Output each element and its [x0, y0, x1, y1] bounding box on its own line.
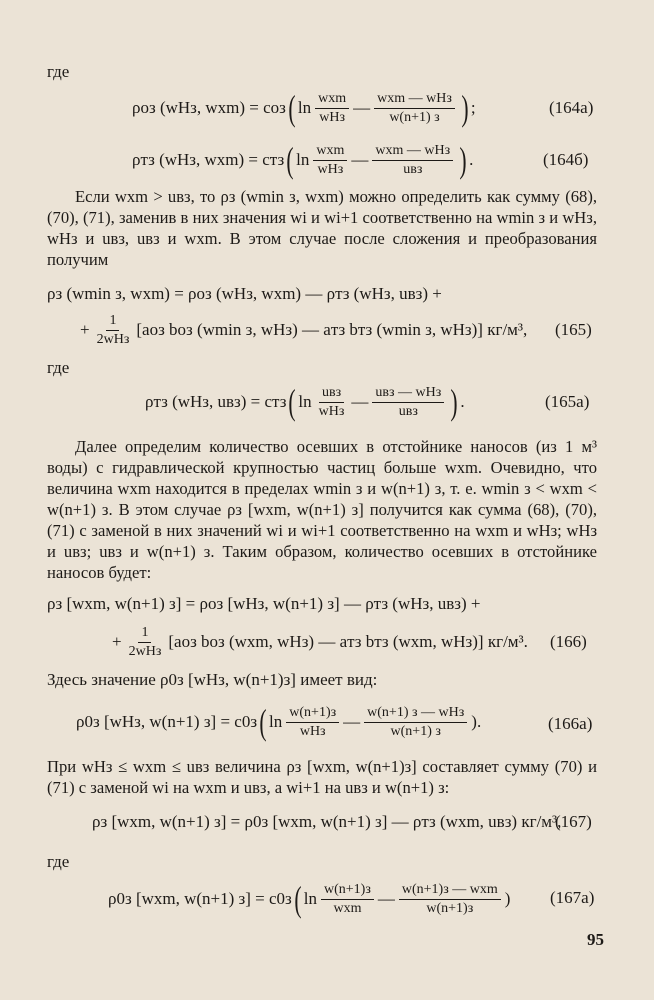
eq-ln: ln — [298, 392, 312, 411]
paragraph — [47, 756, 597, 798]
equation-164b — [132, 136, 473, 184]
fraction — [94, 313, 133, 348]
fraction — [364, 705, 467, 740]
eq-tail: ; — [470, 98, 476, 117]
eq-plus: + — [112, 632, 122, 651]
frac-den: w(n+1) з — [389, 109, 440, 125]
paragraph-text: Далее определим количество осевших в отстойнике наносов (из 1 м³ воды) с гидравлической крупностью частиц больше wxm. Очевидно, что величина wxm находится в пределах wmin з и w(n+1) з, т. е. wmin з < wxm < w(n+1) з. В этом случае ρз [wxm, w(n+1) з] получится как сумма (68), (70), (71) с заменой в них значений wi и wi+1 соответственно на wxm и wНз; wНз и uвз; uвз и w(n+1) з. Таким образом, количество осевших в отстойнике наносов будет: — [47, 437, 597, 582]
paragraph — [47, 436, 597, 583]
where-label: где — [47, 358, 70, 377]
where-label: где — [47, 852, 70, 871]
frac-den: uвз — [403, 161, 423, 177]
eq-minus: — — [343, 712, 361, 731]
eq-lhs: ρтз (wНз, uвз) = cтз — [145, 392, 287, 411]
eq-tail: . — [460, 392, 465, 411]
equation-number: (166а) — [548, 714, 593, 733]
equation-165-line2 — [80, 308, 527, 352]
paren-open: ( — [294, 879, 302, 919]
equation-167a — [108, 872, 510, 926]
fraction — [315, 91, 349, 126]
eq-body: [aоз bоз (wxm, wНз) — aтз bтз (wxm, wНз)] кг/м³. — [168, 632, 528, 651]
equation-164a — [132, 84, 476, 132]
equation-number: (166) — [550, 632, 587, 651]
paragraph-text: При wНз ≤ wxm ≤ uвз величина ρз [wxm, w(n+1)з] составляет сумму (70) и (71) с заменой wi на wxm и uвз, а wi+1 на uвз и w(n+1) з: — [47, 757, 597, 797]
frac-den: wНз — [317, 161, 344, 177]
equation-number: (164а) — [549, 98, 594, 117]
frac-den: 2wНз — [96, 331, 130, 347]
frac-num: w(n+1)з — [321, 882, 374, 900]
paragraph-text: Здесь значение ρ0з [wНз, w(n+1)з] имеет вид: — [47, 670, 378, 689]
fraction — [126, 625, 165, 660]
frac-den: wxm — [333, 900, 362, 916]
paren-open: ( — [288, 382, 297, 422]
paren-close: ) — [459, 140, 467, 180]
frac-num: w(n+1)з — [286, 705, 339, 723]
frac-num: uвз — [319, 385, 344, 403]
eq-lhs: ρ0з [wНз, w(n+1) з] = c0з — [76, 712, 258, 731]
frac-den: w(n+1) з — [390, 723, 441, 739]
eq-lhs: ρ0з [wxm, w(n+1) з] = c0з — [108, 889, 292, 908]
fraction — [321, 882, 374, 917]
paragraph — [47, 186, 597, 270]
equation-number: (167) — [555, 812, 592, 831]
fraction — [316, 385, 348, 420]
fraction — [313, 143, 347, 178]
frac-num: w(n+1) з — wНз — [364, 705, 467, 723]
frac-num: wxm — wНз — [374, 91, 455, 109]
frac-num: wxm — [315, 91, 349, 109]
equation-166-line1: ρз [wxm, w(n+1) з] = ρоз [wНз, w(n+1) з] — ρтз (wНз, uвз) + — [47, 594, 481, 613]
frac-num: wxm — wНз — [372, 143, 453, 161]
eq-plus: + — [80, 320, 90, 339]
where-label: где — [47, 62, 70, 81]
eq-lhs: ρоз (wНз, wxm) = cоз — [132, 98, 286, 117]
paren-close: ) — [461, 88, 469, 128]
page-number: 95 — [587, 930, 604, 949]
paren-close: ) — [450, 382, 458, 422]
eq-tail: ). — [471, 712, 482, 731]
eq-minus: — — [351, 392, 369, 411]
frac-num: w(n+1)з — wxm — [399, 882, 501, 900]
frac-num: 1 — [106, 313, 119, 331]
equation-166-line2 — [112, 620, 528, 664]
equation-number: (165а) — [545, 392, 590, 411]
eq-lhs: ρтз (wНз, wxm) = cтз — [132, 150, 285, 169]
fraction — [372, 143, 453, 178]
eq-minus: — — [353, 98, 371, 117]
eq-ln: ln — [269, 712, 283, 731]
frac-den: 2wНз — [128, 643, 162, 659]
frac-num: wxm — [313, 143, 347, 161]
paren-open: ( — [286, 140, 294, 180]
frac-den: uвз — [398, 403, 418, 419]
eq-ln: ln — [303, 889, 318, 908]
equation-166a — [76, 696, 481, 748]
equation-165a — [145, 378, 465, 426]
equation-number: (165) — [555, 320, 592, 339]
frac-num: 1 — [138, 625, 151, 643]
paren-open: ( — [259, 702, 267, 742]
frac-den: wНз — [318, 403, 345, 419]
paragraph-text: Если wxm > uвз, то ρз (wmin з, wxm) можно определить как сумму (68), (70), (71), заменив в них значения wi и wi+1 соответственно на wmin з и wНз, wНз и uвз, uвз и wxm. В этом случае после сложения и преобразования получим — [47, 187, 597, 269]
eq-minus: — — [351, 150, 369, 169]
eq-ln: ln — [297, 98, 312, 117]
equation-165-line1: ρз (wmin з, wxm) = ρоз (wНз, wxm) — ρтз (wНз, uвз) + — [47, 284, 442, 303]
eq-tail: ) — [504, 889, 511, 908]
fraction — [372, 385, 444, 420]
fraction — [374, 91, 455, 126]
eq-ln: ln — [296, 150, 310, 169]
fraction — [399, 882, 501, 917]
frac-den: wНз — [319, 109, 345, 125]
frac-num: uвз — wНз — [372, 385, 444, 403]
equation-number: (164б) — [543, 150, 589, 169]
equation-167: ρз [wxm, w(n+1) з] = ρ0з [wxm, w(n+1) з] — ρтз (wxm, uвз) кг/м³, — [92, 812, 562, 831]
paren-open: ( — [288, 88, 296, 128]
eq-minus: — — [377, 889, 395, 908]
frac-den: w(n+1)з — [426, 900, 474, 916]
eq-body: [aоз bоз (wmin з, wНз) — aтз bтз (wmin з, wНз)] кг/м³, — [136, 320, 528, 339]
frac-den: wНз — [299, 723, 326, 739]
eq-tail: . — [469, 150, 474, 169]
equation-number: (167а) — [550, 888, 595, 907]
fraction — [286, 705, 339, 740]
